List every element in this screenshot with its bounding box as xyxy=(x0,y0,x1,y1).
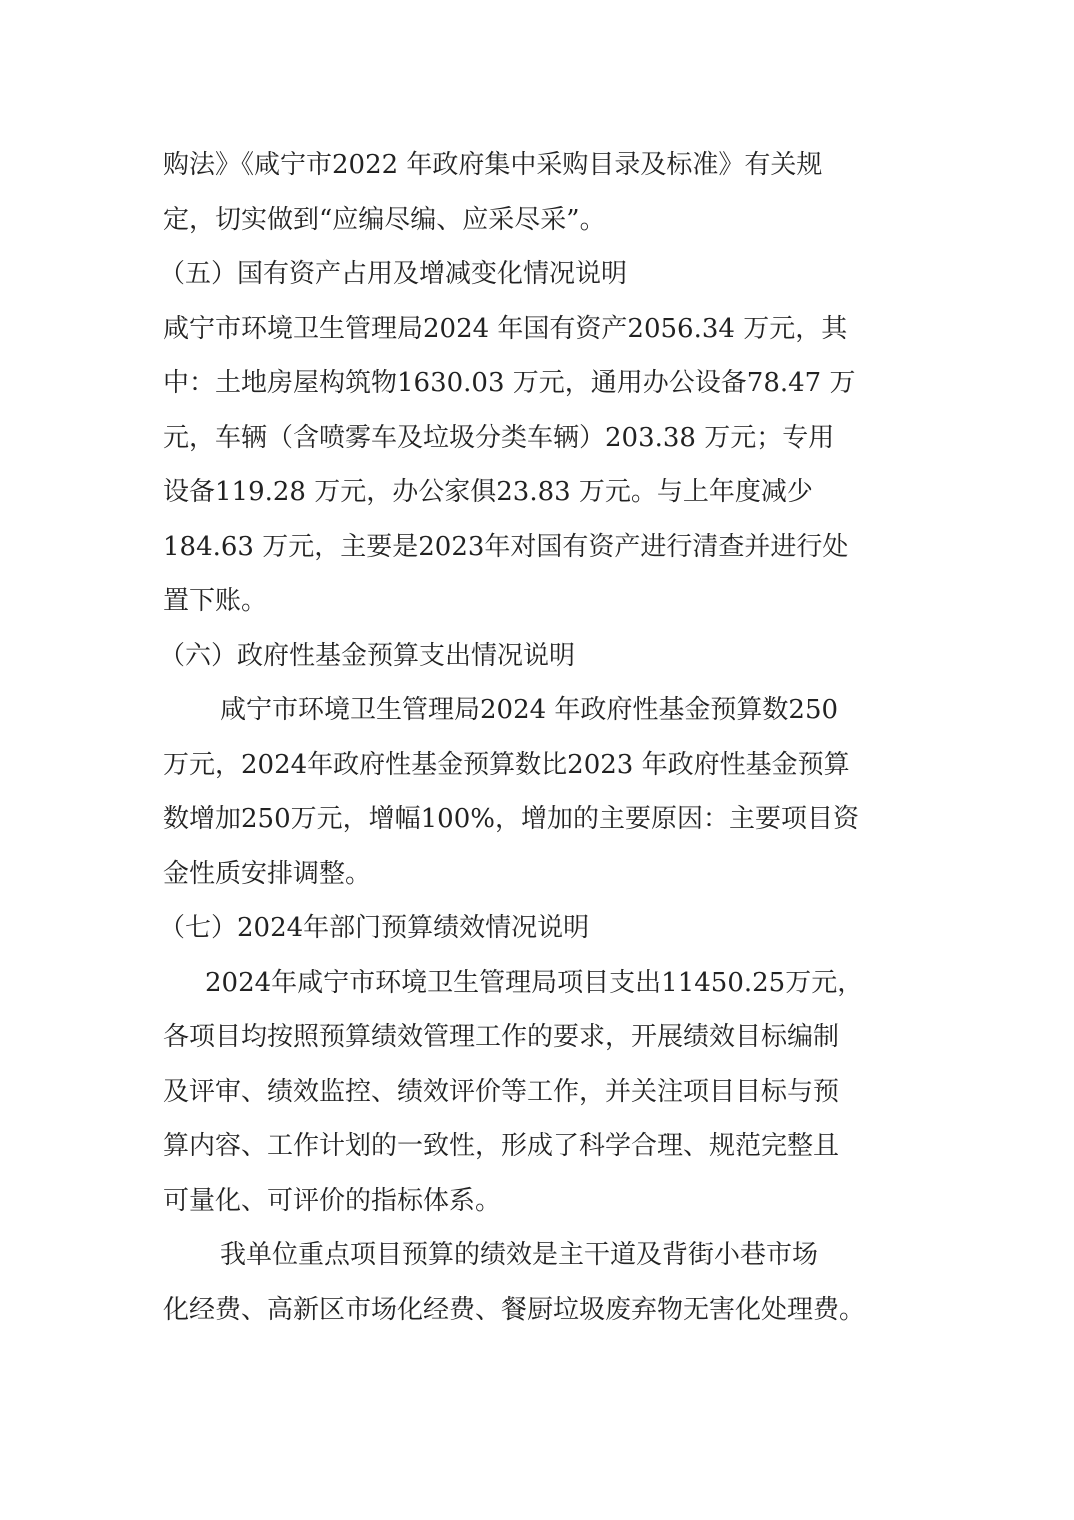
paragraph-line: 184.63 万元，主要是2023年对国有资产进行清查并进行处 xyxy=(163,531,849,562)
paragraph-line: 购法》《咸宁市2022 年政府集中采购目录及标准》有关规 xyxy=(163,150,823,180)
paragraph-line: 及评审、绩效监控、绩效评价等工作，并关注项目目标与预 xyxy=(163,1076,840,1107)
paragraph-line: 数增加250万元，增幅100%，增加的主要原因：主要项目资 xyxy=(163,804,859,834)
paragraph-line: 金性质安排调整。 xyxy=(163,858,372,889)
paragraph-line: 定，切实做到“应编尽编、应采尽采”。 xyxy=(163,204,606,235)
paragraph-line: 2024年咸宁市环境卫生管理局项目支出11450.25万元， xyxy=(205,967,864,998)
section-heading-5: （五）国有资产占用及增减变化情况说明 xyxy=(159,259,628,289)
paragraph-line: 我单位重点项目预算的绩效是主干道及背街小巷市场 xyxy=(220,1240,819,1270)
section-heading-6: （六）政府性基金预算支出情况说明 xyxy=(159,640,576,671)
paragraph-line: 元，车辆（含喷雾车及垃圾分类车辆）203.38 万元；专用 xyxy=(163,422,835,453)
paragraph-line: 万元，2024年政府性基金预算数比2023 年政府性基金预算 xyxy=(163,749,850,780)
paragraph-line: 设备119.28 万元，办公家俱23.83 万元。与上年度减少 xyxy=(163,477,813,507)
paragraph-line: 咸宁市环境卫生管理局2024 年政府性基金预算数250 xyxy=(220,695,839,725)
section-heading-7: （七）2024年部门预算绩效情况说明 xyxy=(159,913,590,943)
document-body xyxy=(159,138,915,1337)
paragraph-line: 各项目均按照预算绩效管理工作的要求，开展绩效目标编制 xyxy=(163,1022,840,1052)
paragraph-line: 化经费、高新区市场化经费、餐厨垃圾废弃物无害化处理费。 xyxy=(163,1294,866,1325)
paragraph-line: 可量化、可评价的指标体系。 xyxy=(163,1185,502,1216)
paragraph-line: 算内容、工作计划的一致性，形成了科学合理、规范完整且 xyxy=(163,1131,840,1161)
paragraph-line: 咸宁市环境卫生管理局2024 年国有资产2056.34 万元，其 xyxy=(163,313,848,344)
paragraph-line: 置下账。 xyxy=(163,586,268,616)
paragraph-line: 中：土地房屋构筑物1630.03 万元，通用办公设备78.47 万 xyxy=(163,368,856,398)
